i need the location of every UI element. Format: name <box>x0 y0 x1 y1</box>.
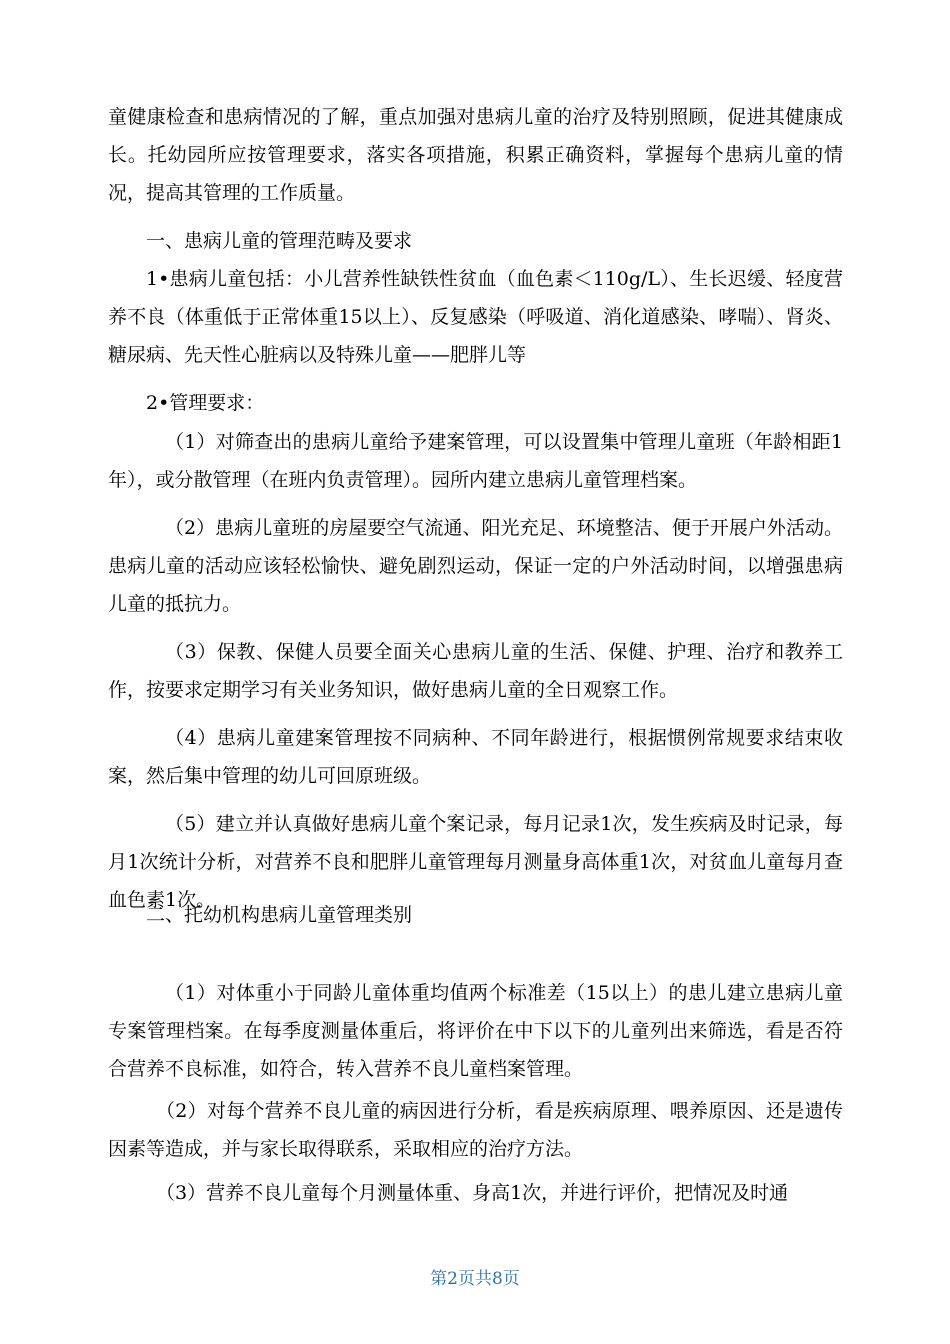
body-paragraph-intro: 童健康检查和患病情况的了解，重点加强对患病儿童的治疗及特别照顾，促进其健康成长。托幼园所应按管理要求，落实各项措施，积累正确资料，掌握每个患病儿童的情况，提高其管理的工作质量。 <box>108 106 843 204</box>
body-paragraph-item-2: （2）患病儿童班的房屋要空气流通、阳光充足、环境整洁、便于开展户外活动。患病儿童的活动应该轻松愉快、避免剧烈运动，保证一定的户外活动时间，以增强患病儿童的抵抗力。 <box>108 517 843 615</box>
section-heading-2: 二、托幼机构患病儿童管理类别 <box>146 904 413 926</box>
page-number-footer: 第2页共8页 <box>430 1269 520 1289</box>
body-paragraph-item-1: （1）对筛查出的患病儿童给予建案管理，可以设置集中管理儿童班（年龄相距1年），或分散管理（在班内负责管理）。园所内建立患病儿童管理档案。 <box>108 431 843 491</box>
body-paragraph-item-5: （5）建立并认真做好患病儿童个案记录，每月记录1次，发生疾病及时记录，每月1次统计分析，对营养不良和肥胖儿童管理每月测量身高体重1次，对贫血儿童每月查血色素1次。 <box>108 813 843 911</box>
body-paragraph-item-3: （3）保教、保健人员要全面关心患病儿童的生活、保健、护理、治疗和教养工作，按要求定期学习有关业务知识，做好患病儿童的全日观察工作。 <box>108 641 843 701</box>
body-paragraph-1-2: 2•管理要求： <box>146 392 265 414</box>
body-paragraph-1-1: 1•患病儿童包括：小儿营养性缺铁性贫血（血色素＜110g/L）、生长迟缓、轻度营养不良（体重低于正常体重15以上）、反复感染（呼吸道、消化道感染、哮喘）、肾炎、糖尿病、先天性心脏病以及特殊儿童——肥胖儿等 <box>108 268 843 366</box>
body-paragraph-2-1: （1）对体重小于同龄儿童体重均值两个标准差（15以上）的患儿建立患病儿童专案管理档案。在每季度测量体重后，将评价在中下以下的儿童列出来筛选，看是否符合营养不良标准，如符合，转入营养不良儿童档案管理。 <box>108 982 843 1080</box>
body-paragraph-2-2: （2）对每个营养不良儿童的病因进行分析，看是疾病原理、喂养原因、还是遗传因素等造成，并与家长取得联系，采取相应的治疗方法。 <box>108 1100 843 1160</box>
body-paragraph-item-4: （4）患病儿童建案管理按不同病种、不同年龄进行，根据惯例常规要求结束收案，然后集中管理的幼儿可回原班级。 <box>108 727 843 787</box>
body-paragraph-2-3: （3）营养不良儿童每个月测量体重、身高1次，并进行评价，把情况及时通 <box>156 1182 789 1204</box>
section-heading-1: 一、患病儿童的管理范畴及要求 <box>146 230 413 252</box>
